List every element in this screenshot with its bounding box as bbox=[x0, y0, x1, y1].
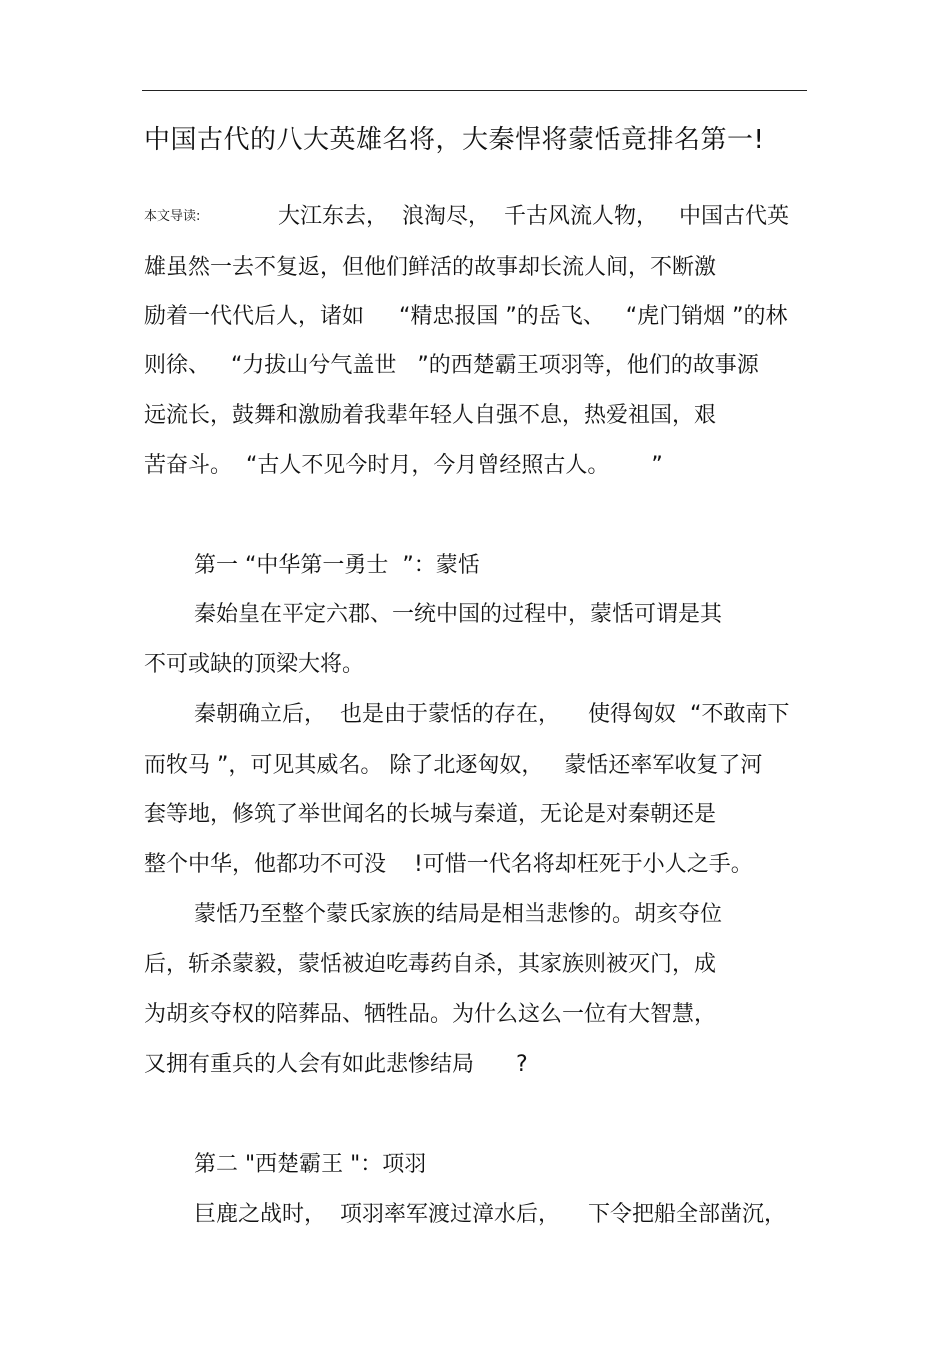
intro-line: 励着一代代后人，诸如 “精忠报国 ”的岳飞、 “虎门销烟 ”的林 bbox=[144, 304, 788, 329]
intro-line: 大江东去， 浪淘尽， 千古风流人物， 中国古代英 bbox=[278, 204, 789, 229]
paragraph-line: 秦朝确立后， 也是由于蒙恬的存在， 使得匈奴 “不敢南下 bbox=[194, 702, 790, 727]
paragraph-line: 套等地，修筑了举世闻名的长城与秦道，无论是对秦朝还是 bbox=[144, 802, 717, 827]
section-heading: 第一 “中华第一勇士 ”：蒙恬 bbox=[194, 553, 480, 578]
article-title: 中国古代的八大英雄名将，大秦悍将蒙恬竟排名第一! bbox=[144, 125, 765, 155]
paragraph-line: 而牧马 ”，可见其威名。 除了北逐匈奴， 蒙恬还率军收复了河 bbox=[144, 753, 763, 778]
section-heading: 第二 "西楚霸王 "：项羽 bbox=[194, 1152, 427, 1177]
intro-line: 则徐、 “力拔山兮气盖世 ”的西楚霸王项羽等，他们的故事源 bbox=[144, 353, 759, 378]
paragraph-line: 后，斩杀蒙毅，蒙恬被迫吃毒药自杀，其家族则被灭门，成 bbox=[144, 952, 717, 977]
paragraph-line: 秦始皇在平定六郡、一统中国的过程中，蒙恬可谓是其 bbox=[194, 602, 723, 627]
paragraph-line: 不可或缺的顶梁大将。 bbox=[144, 652, 365, 677]
paragraph-line: 蒙恬乃至整个蒙氏家族的结局是相当悲惨的。胡亥夺位 bbox=[194, 902, 723, 927]
paragraph-line: 整个中华，他都功不可没 !可惜一代名将却枉死于小人之手。 bbox=[144, 852, 753, 877]
paragraph-line: 巨鹿之战时， 项羽率军渡过漳水后， 下令把船全部凿沉， bbox=[194, 1202, 786, 1227]
paragraph-line: 又拥有重兵的人会有如此悲惨结局 ? bbox=[144, 1052, 528, 1077]
intro-line: 远流长，鼓舞和激励着我辈年轻人自强不息，热爱祖国，艰 bbox=[144, 403, 717, 428]
paragraph-line: 为胡亥夺权的陪葬品、牺牲品。为什么这么一位有大智慧， bbox=[144, 1002, 717, 1027]
intro-line: 苦奋斗。 “古人不见今时月，今月曾经照古人。 ” bbox=[144, 453, 663, 478]
intro-label: 本文导读: bbox=[144, 209, 201, 224]
intro-line: 雄虽然一去不复返，但他们鲜活的故事却长流人间，不断激 bbox=[144, 255, 717, 280]
top-rule bbox=[142, 90, 807, 91]
